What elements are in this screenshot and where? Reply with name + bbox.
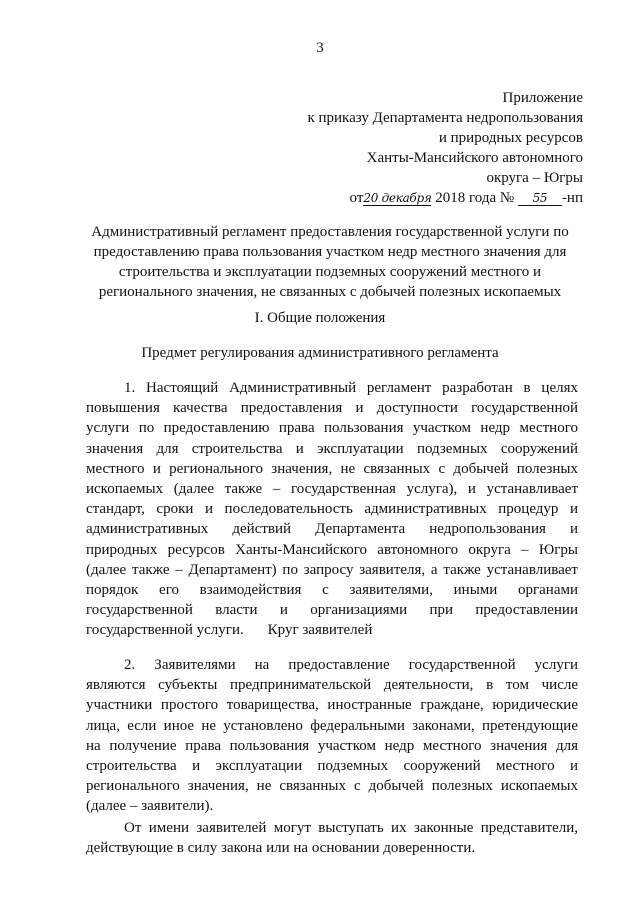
- paragraph-line: лица, если иное не установлено федеральными законами, претендующие: [86, 717, 578, 734]
- order-number-suffix: -нп: [561, 190, 583, 206]
- paragraph-line: стандарт, сроки и последовательность административных процедур и: [86, 501, 578, 518]
- appendix-line: к приказу Департамента недропользования: [307, 110, 583, 126]
- appendix-line: Приложение: [502, 90, 583, 106]
- paragraph-line: природных ресурсов Ханты-Мансийского автономного округа – Югры: [86, 541, 578, 558]
- paragraph-line: местного и регионального значения, не связанных с добычей полезных: [86, 460, 578, 477]
- order-date-line: [307, 188, 583, 208]
- paragraph-3: [86, 818, 578, 858]
- paragraph-line: на получение права пользования участком недр местного значения для: [86, 737, 578, 754]
- paragraph-1: [86, 378, 578, 641]
- paragraph-line: ископаемых (далее также – государственная услуга), и устанавливает: [86, 481, 578, 498]
- title-line: предоставлению права пользования участком недр местного значения для: [93, 244, 567, 260]
- date-prefix: от: [349, 190, 364, 206]
- paragraph-line: 1. Настоящий Административный регламент разработан в целях: [124, 380, 578, 396]
- appendix-line: Ханты-Мансийского автономного: [366, 150, 583, 166]
- paragraph-line: повышения качества предоставления и доступности государственной: [86, 400, 578, 417]
- handwritten-order-number: 55: [518, 191, 562, 206]
- paragraph-line: участники простого товарищества, иностранные граждане, юридические: [86, 697, 578, 714]
- paragraph-line: регионального значения, не связанных с добычей полезных ископаемых: [86, 778, 578, 795]
- paragraph-line: (далее – заявители).: [86, 798, 214, 815]
- date-suffix: 2018 года №: [435, 190, 515, 206]
- handwritten-date: 20 декабря: [363, 191, 432, 205]
- appendix-line: и природных ресурсов: [438, 130, 583, 146]
- paragraph-line: административных действий Департамента недропользования и: [86, 521, 578, 538]
- paragraph-line: являются субъекты предпринимательской деятельности, в том числе: [86, 677, 578, 694]
- paragraph-line: От имени заявителей могут выступать их законные представители,: [124, 820, 578, 836]
- paragraph-2: [86, 655, 578, 817]
- page-number: 3: [316, 40, 324, 56]
- paragraph-line: строительства и эксплуатации подземных сооружений местного и: [86, 758, 578, 775]
- subsection-heading: Круг заявителей: [267, 622, 373, 638]
- paragraph-line: государственной власти и организациями при предоставлении: [86, 602, 578, 619]
- paragraph-line: услуги по предоставлению права пользования участком недр местного: [86, 420, 578, 437]
- paragraph-line: порядок его взаимодействия с заявителями, иными органами: [86, 582, 578, 599]
- section-heading: I. Общие положения: [254, 310, 386, 326]
- paragraph-line: 2. Заявителями на предоставление государственной услуги: [124, 657, 578, 673]
- subsection-heading: Предмет регулирования административного регламента: [141, 345, 499, 361]
- title-line: регионального значения, не связанных с добычей полезных ископаемых: [98, 284, 562, 300]
- paragraph-line: (далее также – Департамент) по запросу заявителя, а также устанавливает: [86, 561, 578, 578]
- title-line: Административный регламент предоставления государственной услуги по: [91, 224, 569, 240]
- paragraph-line: действующие в силу закона или на основании доверенности.: [86, 840, 476, 857]
- appendix-header: [307, 88, 583, 208]
- document-title: [80, 222, 580, 302]
- title-line: строительства и эксплуатации подземных сооружений местного и: [118, 264, 542, 280]
- paragraph-line: значения для строительства и эксплуатации подземных сооружений: [86, 440, 578, 457]
- paragraph-line: государственной услуги.: [86, 622, 244, 639]
- appendix-line: округа – Югры: [486, 170, 583, 186]
